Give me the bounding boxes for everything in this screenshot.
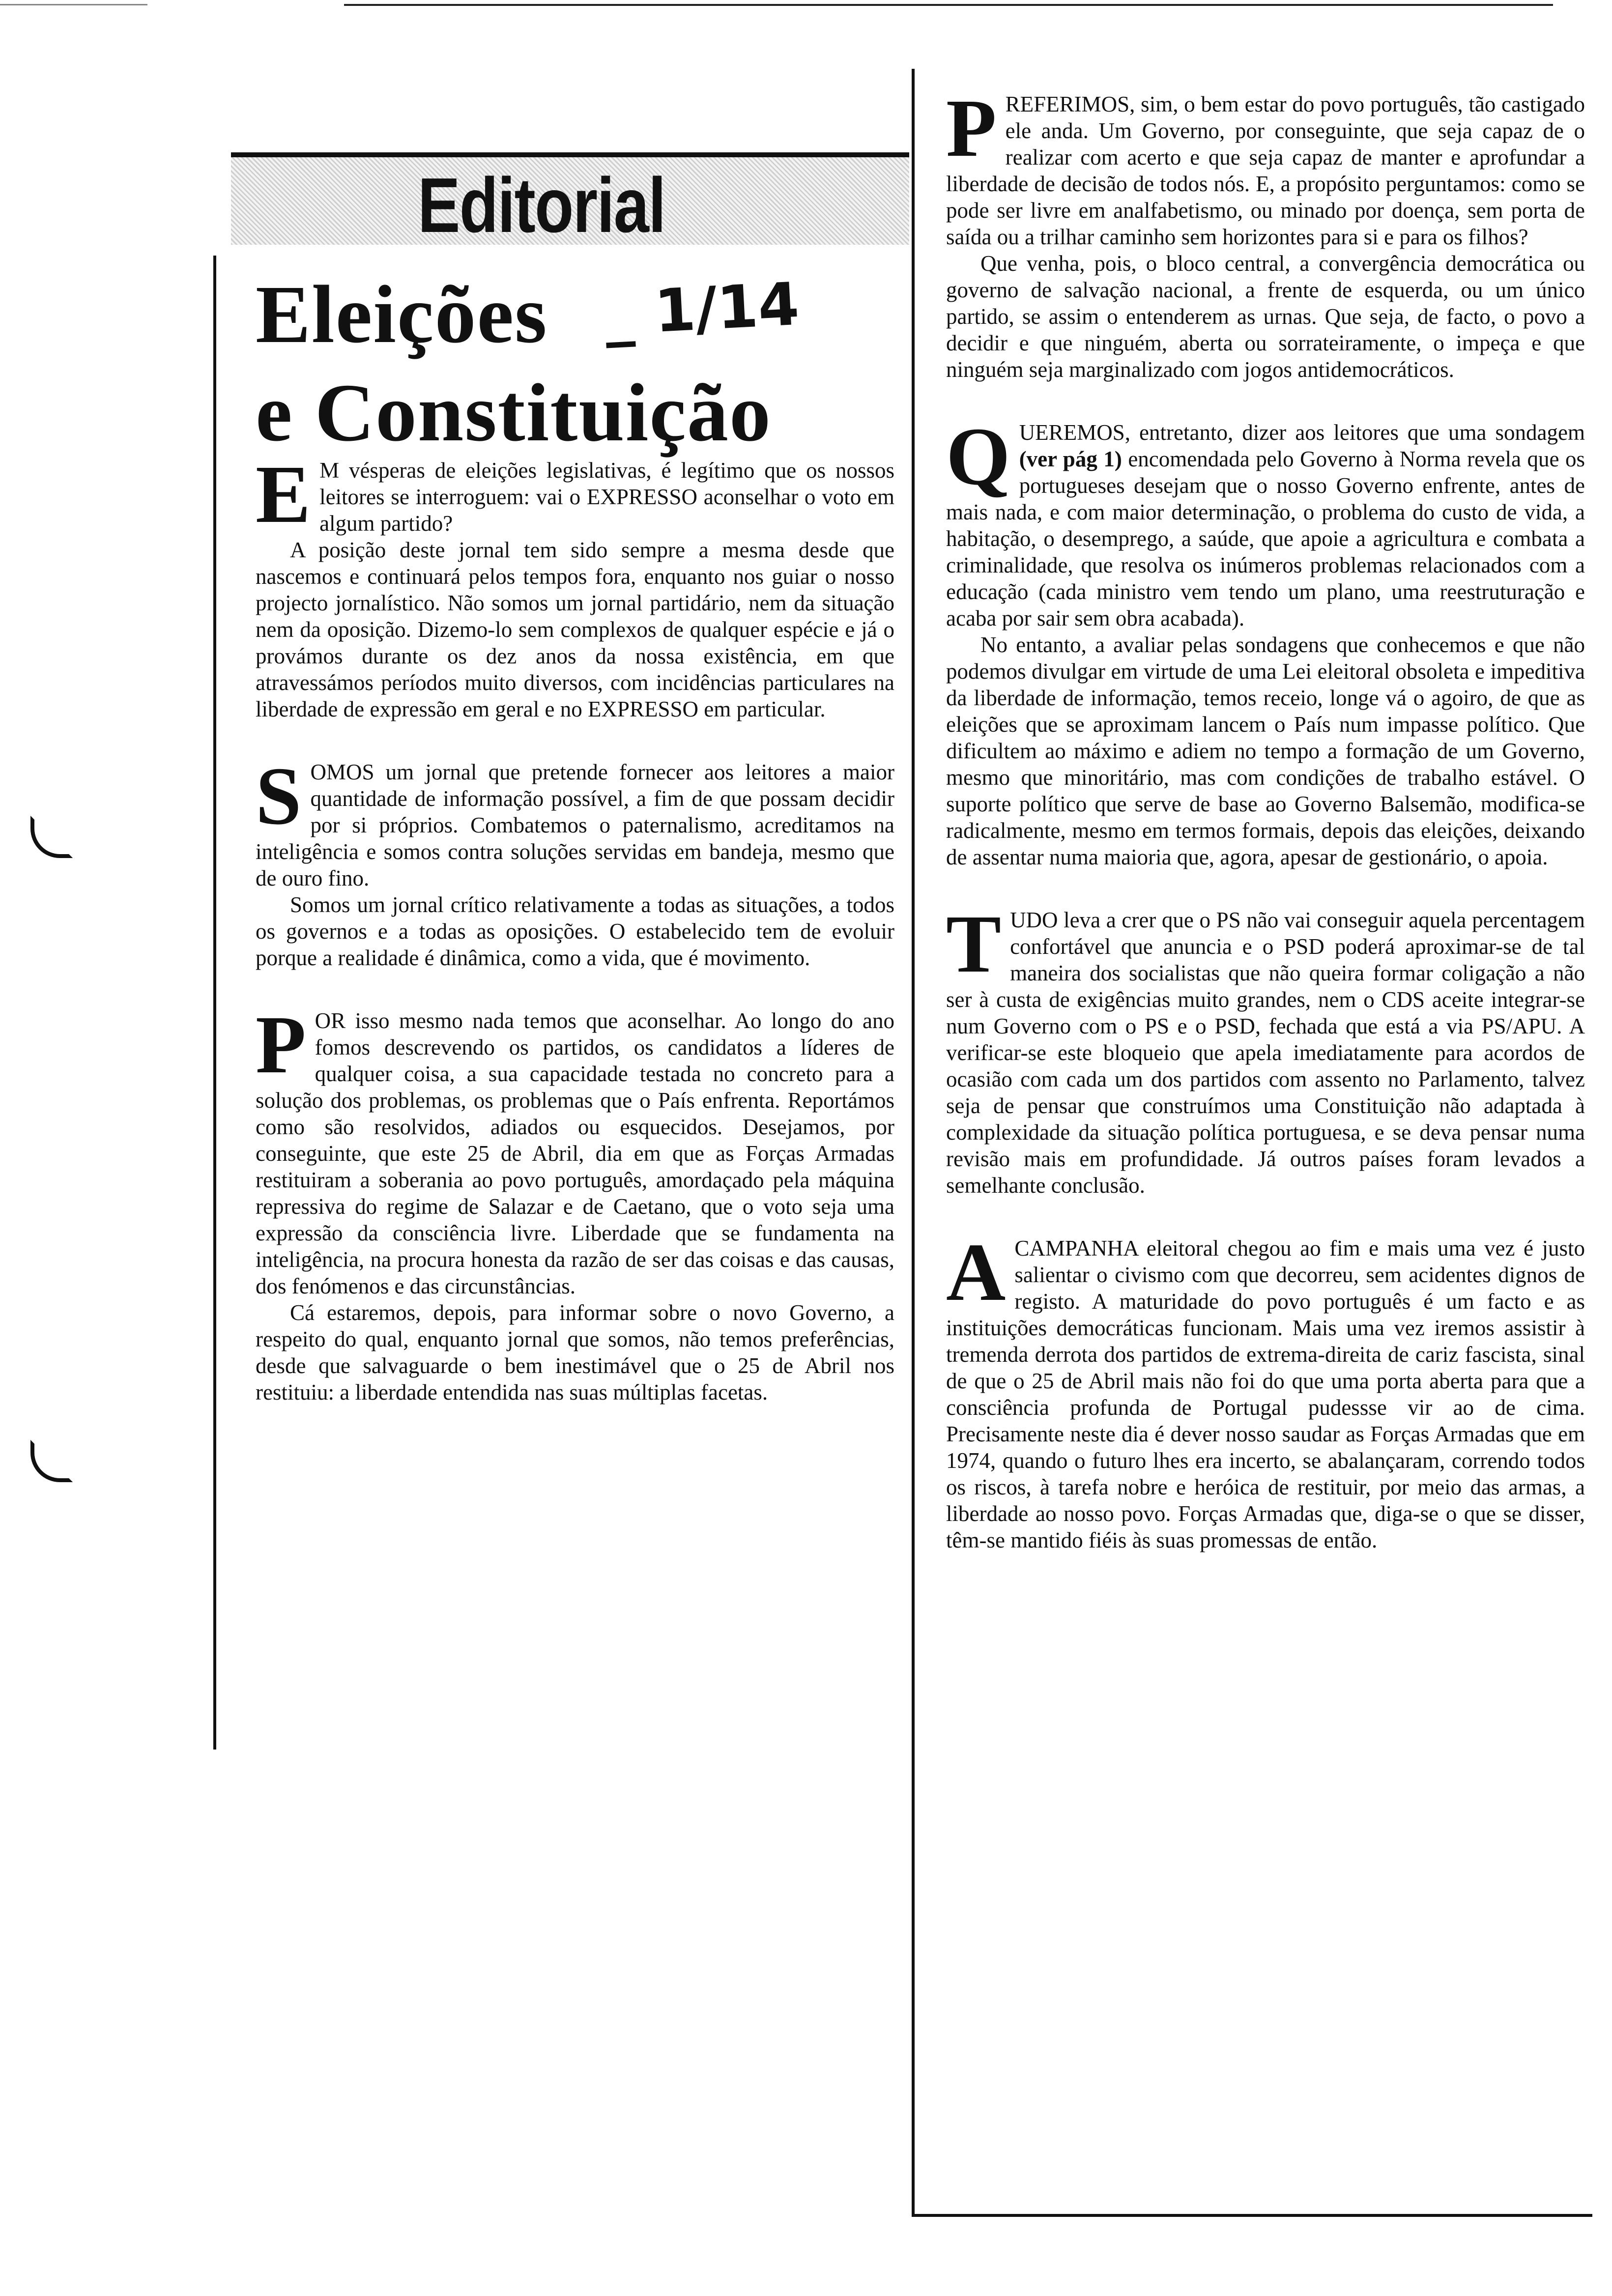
left-column: [256, 449, 894, 1406]
headline: [256, 265, 944, 462]
headline-line-2: e Constituição: [256, 367, 772, 459]
dropcap-a: A: [946, 1227, 1006, 1318]
dropcap-q: Q: [946, 411, 1010, 502]
dropcap-p-right: P: [946, 83, 997, 174]
left-section-3-lead: OR isso mesmo nada temos que aconselhar. Ao longo do ano fomos descrevendo os partidos, os candidatos a líderes de qualquer coisa, a sua capacidade testada no concreto para a solução dos problemas, os problemas que o País enfrenta. Reportámos como são resolvidos, adiados ou esquecidos. Desejamos, por conseguinte, que este 25 de Abril, dia em que as Forças Armadas restituiram a soberania ao povo português, amordaçado pela máquina repressiva do regime de Salazar e de Caetano, que o voto seja uma expressão da consciência livre. Liberdade que se fundamenta na inteligência, na procura honesta da razão de ser das coisas e das causas, dos fenómenos e das circunstâncias.: [256, 1008, 894, 1298]
margin-mark-top: [30, 816, 73, 858]
left-section-3-p2: Cá estaremos, depois, para informar sobre o novo Governo, a respeito do qual, enquanto jornal que somos, não temos preferências, desde que salvaguarde o bem inestimável que o 25 de Abril nos restituiu: a liberdade entendida nas suas múltiplas facetas.: [256, 1300, 894, 1405]
left-column-rule: [213, 256, 216, 1750]
left-section-1-p2: A posição deste jornal tem sido sempre a mesma desde que nascemos e continuará pelos tempos fora, enquanto nos guiar o nosso projecto jornalístico. Não somos um jornal partidário, nem da situação nem da oposição. Dizemo-lo sem complexos de qualquer espécie e já o provámos durante os dez anos da nossa existência, em que atravessámos períodos muito diversos, com incidências particulares na liberdade de expressão em geral e no EXPRESSO em particular.: [256, 538, 894, 721]
dropcap-e: E: [256, 449, 311, 540]
left-section-2-p2: Somos um jornal crítico relativamente a todas as situações, a todos os governos e a todas as oposições. O estabelecido tem de evoluir porque a realidade é dinâmica, como a vida, que é movimento.: [256, 892, 894, 970]
editorial-banner: [231, 152, 909, 249]
dropcap-t: T: [946, 898, 1002, 990]
right-section-3-lead: UDO leva a crer que o PS não vai conseguir aquela percentagem confortável que anuncia e o PSD poderá aproximar-se de tal maneira dos socialistas que não queira formar coligação a não ser à custa de exigências muito grandes, nem o CDS aceite integrar-se num Governo com o PS e o PSD, fechada que está a via PS/APU. A verificar-se este bloqueio que apela imediatamente para acordos de ocasião com cada um dos partidos com assento no Parlamento, talvez seja de pensar que construímos uma Constituição não adaptada à complexidade da situação política portuguesa, e se deva pensar numa revisão mais em profundidade. Já outros países foram levados a semelhante conclusão.: [946, 908, 1585, 1198]
top-edge-line-left: [0, 4, 147, 5]
right-section-2-p2: No entanto, a avaliar pelas sondagens que conhecemos e que não podemos divulgar em virtude de uma Lei eleitoral obsoleta e impeditiva da liberdade de informação, temos receio, longe vá o agoiro, de que as eleições que se aproximam lancem o País num impasse político. Que dificultem ao máximo e adiem no tempo a formação de um Governo, mesmo que minoritário, mas com condições de trabalho estável. O suporte político que serve de base ao Governo Balsemão, modifica-se radicalmente, mesmo em termos formais, depois das eleições, deixando de assentar numa maioria que, agora, apesar de gestionário, o apoia.: [946, 632, 1585, 869]
right-section-2: [946, 411, 1585, 870]
left-section-2: [256, 750, 894, 971]
banner-label: Editorial: [418, 162, 665, 249]
top-edge-line: [344, 4, 1553, 6]
dropcap-s: S: [256, 750, 302, 842]
right-section-1-p2: Que venha, pois, o bloco central, a convergência democrática ou governo de salvação nacional, a frente de esquerda, ou um único partido, se assim o entenderem as urnas. Que seja, de facto, o povo a decidir e que ninguém, aberta ou sorrateiramente, o impeça e que ninguém seja marginalizado com jogos antidemocráticos.: [946, 251, 1585, 382]
right-section-4-lead: CAMPANHA eleitoral chegou ao fim e mais uma vez é justo salientar o civismo com que decorreu, sem acidentes dignos de registo. A maturidade do povo português é um facto e as instituições democráticas funcionam. Mais uma vez iremos assistir à tremenda derrota dos partidos de extrema-direita de cariz fascista, sinal de que o 25 de Abril mais não foi do que uma porta aberta para que a consciência profunda de Portugal pudessse vir ao de cima. Precisamente neste dia é dever nosso saudar as Forças Armadas que em 1974, quando o futuro lhes era incerto, se abalançaram, correndo todos os riscos, à tarefa nobre e heróica de restituir, por meio das armas, a liberdade ao nosso povo. Forças Armadas que, diga-se o que se disser, têm-se mantido fiéis às suas promessas de então.: [946, 1236, 1585, 1552]
right-section-1-lead: REFERIMOS, sim, o bem estar do povo português, tão castigado ele anda. Um Governo, por conseguinte, que seja capaz de o realizar com acerto e que seja capaz de manter e aprofundar a liberdade de decisão de todos nós. E, a propósito perguntamos: como se pode ser livre em analfabetismo, ou minado por doença, sem porta de saída ou a trilhar caminho sem horizontes para si e para os filhos?: [946, 92, 1585, 249]
margin-mark-bottom: [30, 1440, 73, 1482]
right-section-4: [946, 1227, 1585, 1553]
left-section-1-lead: M vésperas de eleições legislativas, é legítimo que os nossos leitores se interroguem: vai o EXPRESSO aconselhar o voto em algum partido?: [319, 458, 894, 536]
handwritten-note: _ 1/14: [603, 270, 801, 349]
left-section-1: [256, 449, 894, 722]
right-section-2-lead: [946, 411, 1585, 631]
right-column: [946, 83, 1585, 1553]
left-section-3: [256, 999, 894, 1406]
left-section-2-lead: OMOS um jornal que pretende fornecer aos leitores a maior quantidade de informação possível, a fim de que possam decidir por si próprios. Combatemos o paternalismo, acreditamos na inteligência e somos contra soluções servidas em bandeja, mesmo que de ouro fino.: [256, 760, 894, 890]
right-section-1: [946, 83, 1585, 383]
bottom-rule: [912, 2214, 1592, 2217]
right-section-2-lead-b: encomendada pelo Governo à Norma revela que os portugueses desejam que o nosso Governo enfrente, antes de mais nada, e com maior determinação, o problema do custo de vida, a habitação, o desemprego, a saúde, que apoie a agricultura e combata a criminalidade, que resolva os inúmeros problemas relacionados com a educação (cada ministro vem tendo um plano, uma reestruturação e acaba por sair sem obra acabada).: [946, 447, 1585, 631]
page-reference: (ver pág 1): [1019, 447, 1122, 471]
dropcap-p: P: [256, 999, 306, 1091]
right-section-3: [946, 898, 1585, 1199]
headline-line-1: Eleições: [256, 269, 548, 360]
center-column-rule: [912, 69, 915, 2216]
right-section-2-lead-a: UEREMOS, entretanto, dizer aos leitores que uma sondagem: [1019, 420, 1585, 445]
